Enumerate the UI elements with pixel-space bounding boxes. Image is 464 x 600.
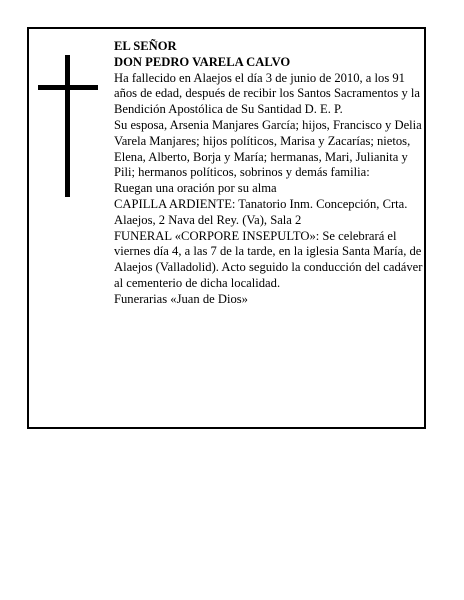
notice-heading-line1: EL SEÑOR bbox=[114, 39, 177, 53]
funeral-home: Funerarias «Juan de Dios» bbox=[114, 291, 248, 306]
family-paragraph: Su esposa, Arsenia Manjares García; hijos, Francisco y Delia Varela Manjares; hijos políticos, Marisa y Zacarías; nietos, Elena, Alberto, Borja y María; hermanas, Mari, Julianita y Pili; hermanos políticos, sobrinos y demás familia: bbox=[114, 117, 422, 180]
funeral-paragraph: FUNERAL «CORPORE INSEPULTO»: Se celebrará el viernes día 4, a las 7 de la tarde, en la iglesia Santa María, de Alaejos (Valladolid). Acto seguido la conducción del cadáver al cementerio de dicha localidad. bbox=[114, 228, 423, 290]
obituary-text-block bbox=[114, 39, 424, 308]
deceased-name: DON PEDRO VARELA CALVO bbox=[114, 54, 291, 69]
cross-vertical-bar bbox=[65, 55, 70, 197]
death-paragraph: Ha fallecido en Alaejos el día 3 de junio de 2010, a los 91 años de edad, después de recibir los Santos Sacramentos y la Bendición Apostólica de Su Santidad D. E. P. bbox=[114, 70, 421, 117]
cross-horizontal-bar bbox=[38, 85, 98, 90]
prayer-line: Ruegan una oración por su alma bbox=[114, 181, 277, 196]
chapel-paragraph: CAPILLA ARDIENTE: Tanatorio Inm. Concepción, Crta. Alaejos, 2 Nava del Rey. (Va), Sala 2 bbox=[114, 196, 408, 227]
cross-icon bbox=[38, 55, 98, 197]
